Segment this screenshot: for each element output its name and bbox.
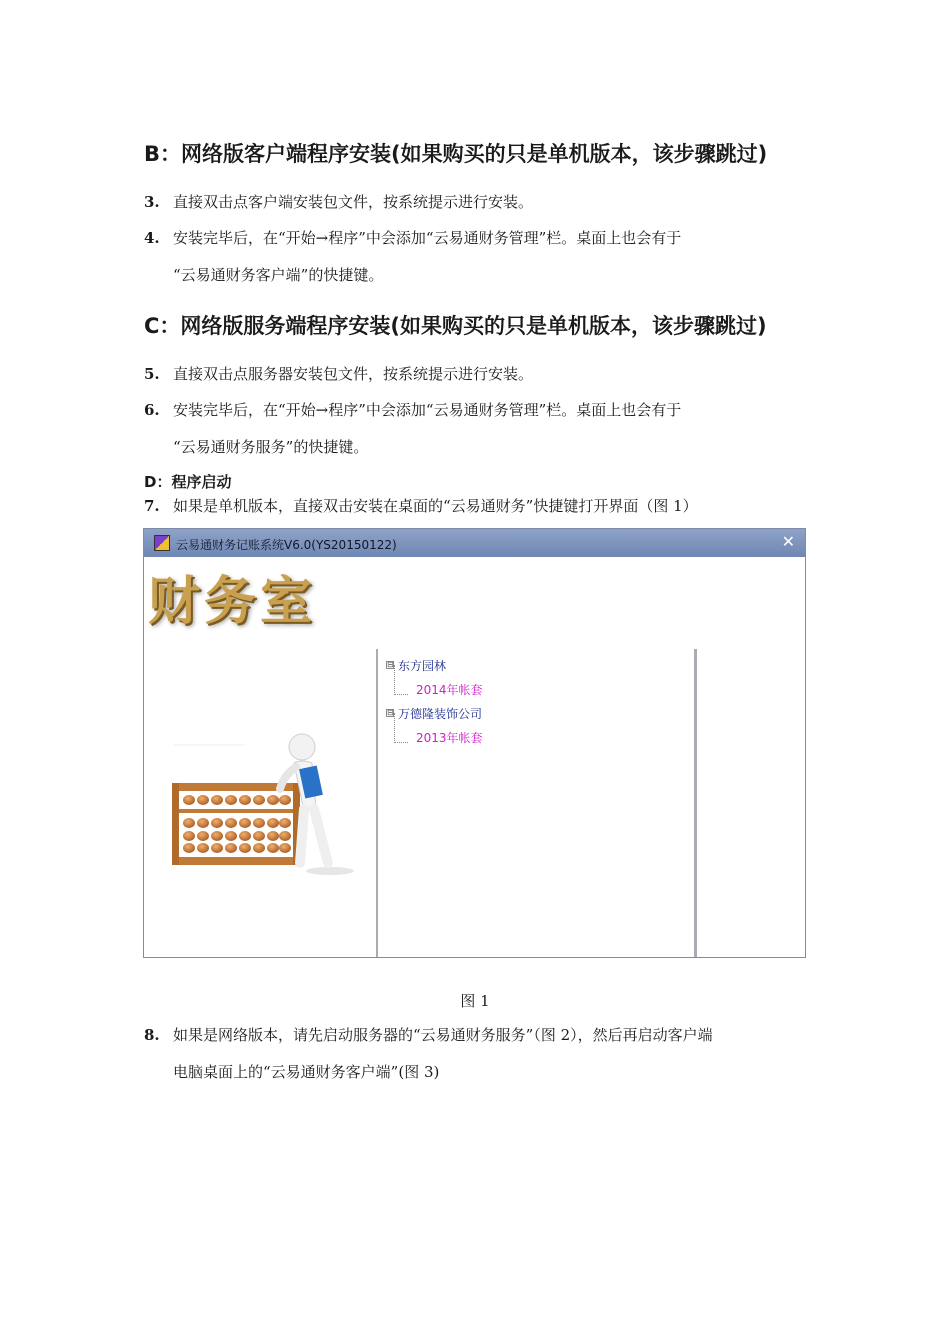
list-item-4	[144, 228, 681, 248]
list-number: 6.	[144, 401, 160, 419]
app-logo: 财务室	[148, 571, 317, 632]
list-number: 4.	[144, 229, 160, 247]
list-item-8	[144, 1025, 713, 1045]
app-icon	[154, 535, 170, 551]
illustration-pane	[144, 649, 378, 957]
collapse-icon[interactable]: ⊟	[387, 708, 394, 717]
list-text: 安装完毕后，在“开始→程序”中会添加“云易通财务管理”栏。桌面上也会有于	[173, 401, 682, 419]
section-d-heading: D：程序启动	[144, 473, 232, 491]
account-set-label[interactable]: 2014年帐套	[416, 683, 483, 697]
collapse-icon[interactable]: ⊟	[387, 660, 394, 669]
app-window-screenshot	[143, 528, 806, 958]
tree-node-account-set[interactable]	[416, 729, 483, 746]
list-text: 直接双击点客户端安装包文件，按系统提示进行安装。	[173, 193, 534, 211]
list-item-4-continuation: “云易通财务客户端”的快捷键。	[173, 266, 384, 284]
window-title: 云易通财务记账系统V6.0(YS20150122)	[176, 538, 397, 552]
list-item-7	[144, 496, 698, 516]
list-number: 7.	[144, 497, 160, 515]
list-number: 8.	[144, 1026, 160, 1044]
figure-caption: 图 1	[460, 992, 490, 1010]
window-titlebar	[144, 529, 805, 557]
company-label[interactable]: 东方园林	[398, 659, 447, 673]
list-text: 直接双击点服务器安装包文件，按系统提示进行安装。	[173, 365, 534, 383]
list-item-3	[144, 192, 533, 212]
window-banner	[144, 557, 805, 651]
list-number: 3.	[144, 193, 160, 211]
abacus-figure-illustration	[144, 649, 376, 955]
list-item-6	[144, 400, 681, 420]
section-b-heading: B：网络版客户端程序安装(如果购买的只是单机版本，该步骤跳过)	[144, 142, 768, 166]
list-item-6-continuation: “云易通财务服务”的快捷键。	[173, 438, 369, 456]
account-set-label[interactable]: 2013年帐套	[416, 731, 483, 745]
section-c-heading: C：网络版服务端程序安装(如果购买的只是单机版本，该步骤跳过)	[144, 314, 767, 338]
account-set-tree-pane	[378, 649, 696, 957]
close-icon[interactable]: ✕	[781, 532, 795, 551]
tree-node-account-set[interactable]	[416, 681, 483, 698]
list-item-8-continuation: 电脑桌面上的“云易通财务客户端”(图 3)	[173, 1063, 440, 1081]
list-text: 如果是网络版本，请先启动服务器的“云易通财务服务”（图 2），然后再启动客户端	[173, 1026, 713, 1044]
list-text: 安装完毕后，在“开始→程序”中会添加“云易通财务管理”栏。桌面上也会有于	[173, 229, 682, 247]
detail-pane	[696, 649, 805, 957]
company-label[interactable]: 万德隆装饰公司	[398, 707, 483, 721]
list-text: 如果是单机版本，直接双击安装在桌面的“云易通财务”快捷键打开界面（图 1）	[173, 497, 698, 515]
list-number: 5.	[144, 365, 160, 383]
list-item-5	[144, 364, 533, 384]
